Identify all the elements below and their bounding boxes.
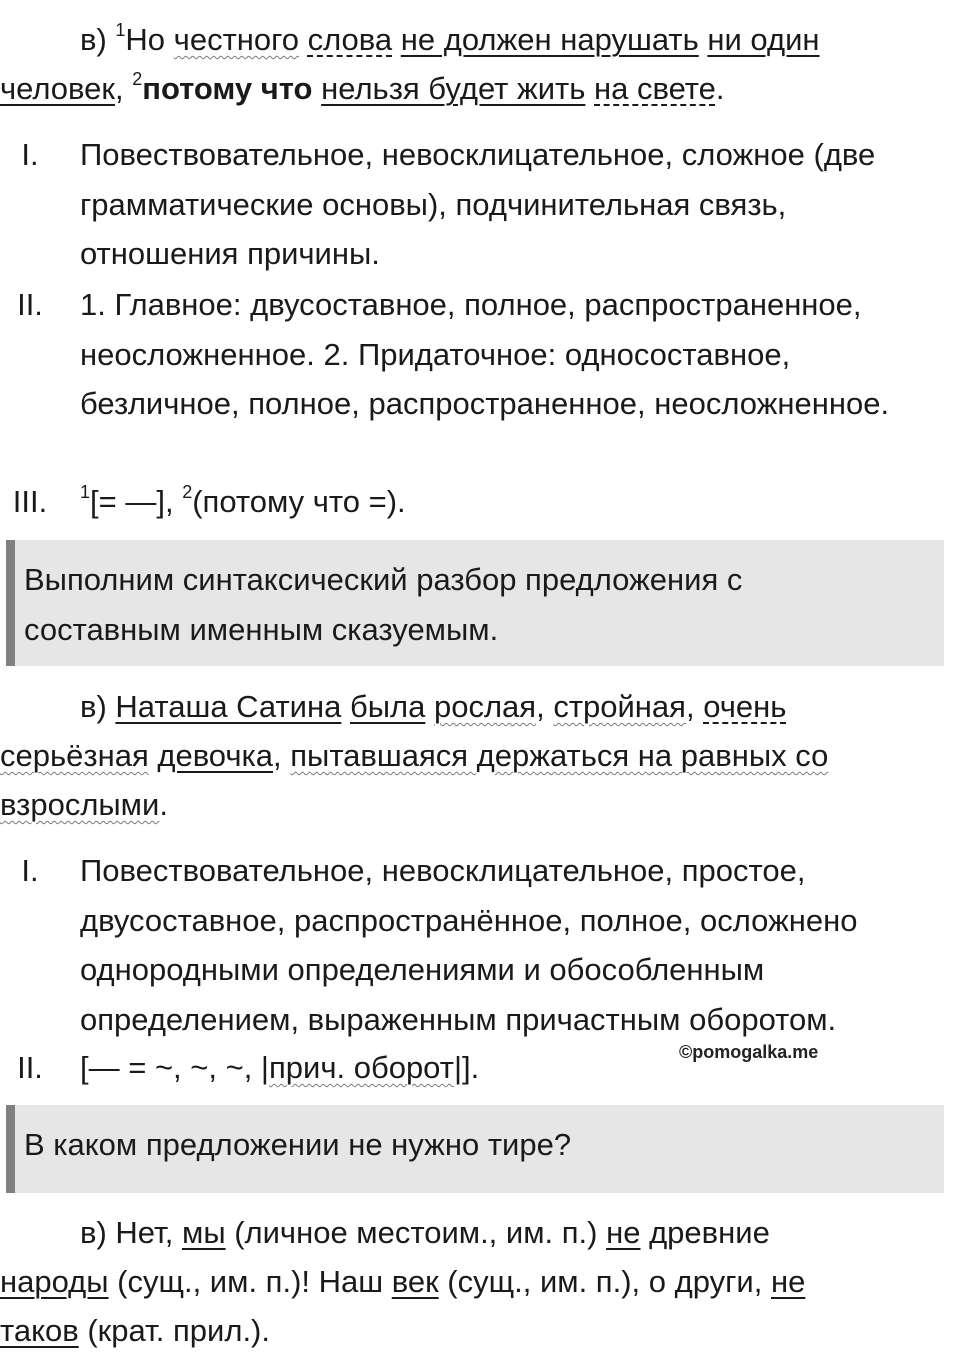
space <box>392 22 401 57</box>
analysis-1-item-1: Повествовательное, невосклицательное, сложное (две грамматические основы), подчинительная связь, отношения причины. <box>80 137 876 271</box>
space <box>313 71 322 106</box>
analysis-1-item-2: 1. Главное: двусоставное, полное, распространенное, неосложненное. 2. Придаточное: односоставное, безличное, полное, распространенное, неосложненное. <box>80 287 890 421</box>
annotation: (крат. прил.). <box>78 1313 270 1348</box>
word-predicate: не <box>770 1264 806 1299</box>
scheme-part: прич. оборот <box>268 1050 454 1085</box>
word-attribute: серьёзная <box>0 738 149 773</box>
clause-number: 2 <box>132 69 143 89</box>
word-predicate: народы <box>0 1264 109 1299</box>
numeral-i: I. <box>21 137 39 172</box>
word-subject: мы <box>182 1215 226 1250</box>
participial-phrase: взрослыми <box>0 787 160 822</box>
space <box>299 22 308 57</box>
task-heading-1 <box>6 540 944 666</box>
scheme-part: [= —], <box>90 484 183 519</box>
task-heading-2 <box>6 1105 944 1193</box>
word-attribute: стройная <box>553 689 686 724</box>
punct: , <box>536 689 554 724</box>
sentence-2-line-2 <box>0 736 828 776</box>
annotation: (сущ., им. п.), о други, <box>438 1264 771 1299</box>
space <box>425 689 434 724</box>
analysis-1-item-3 <box>80 477 944 527</box>
analysis-2-item-1: Повествовательное, невосклицательное, простое, двусоставное, распространённое, полное, осложнено однородными определениями и обособленным определением, выраженным причастным оборотом. <box>80 853 858 1037</box>
clause-number: 1 <box>115 20 126 40</box>
scheme-part: [— = ~, ~, ~, | <box>80 1050 269 1085</box>
sentence-1-line-1 <box>0 20 820 60</box>
word-attribute: рослая <box>433 689 537 724</box>
annotation: (личное местоим., им. п.) <box>225 1215 607 1250</box>
word-subject: Наташа Сатина <box>115 689 342 724</box>
word: Но <box>125 22 174 57</box>
participial-phrase: пытавшаяся держаться на равных со <box>290 738 829 773</box>
word-adverbial: на свете <box>594 71 716 106</box>
word-predicate: была <box>349 689 426 724</box>
sentence-3-line-2 <box>0 1262 805 1302</box>
word-predicate: нельзя будет жить <box>321 71 586 106</box>
clause-number: 2 <box>182 482 193 502</box>
punct: , <box>114 71 133 106</box>
word-subject: век <box>391 1264 439 1299</box>
word-subject: человек <box>0 71 115 106</box>
numeral-i: I. <box>21 853 39 888</box>
numeral-iii: III. <box>12 484 48 519</box>
punct: . <box>715 71 725 106</box>
scheme-part: |]. <box>453 1050 480 1085</box>
sentence-label: в) Нет, <box>80 1215 182 1250</box>
space <box>585 71 594 106</box>
space <box>341 689 350 724</box>
task-heading-text: Выполним синтаксический разбор предложения с составным именным сказуемым. <box>24 562 743 647</box>
conjunction: потому что <box>142 71 313 106</box>
punct: . <box>159 787 168 822</box>
word-adverbial: очень <box>703 689 787 724</box>
annotation: (сущ., им. п.)! Наш <box>108 1264 392 1299</box>
clause-number: 1 <box>80 482 91 502</box>
word-predicate: не <box>606 1215 641 1250</box>
scheme-part: (потому что =). <box>192 484 406 519</box>
word-attribute: честного <box>173 22 299 57</box>
word-predicate: таков <box>0 1313 79 1348</box>
numeral-ii: II. <box>17 1050 43 1085</box>
sentence-2-line-1 <box>0 687 786 727</box>
sentence-1-line-2 <box>0 69 725 109</box>
sentence-label: в) <box>80 22 116 57</box>
watermark: ©pomogalka.me <box>679 1042 819 1062</box>
sentence-label: в) <box>80 689 116 724</box>
word-subject: ни один <box>707 22 820 57</box>
sentence-2-line-3 <box>0 785 168 825</box>
word: древние <box>640 1215 770 1250</box>
task-heading-text: В каком предложении не нужно тире? <box>24 1127 572 1162</box>
word-object: слова <box>307 22 393 57</box>
word-predicate: девочка <box>157 738 274 773</box>
punct: , <box>685 689 704 724</box>
sentence-3-line-3 <box>0 1311 270 1351</box>
numeral-ii: II. <box>17 287 43 322</box>
punct: , <box>273 738 291 773</box>
word-predicate: не должен нарушать <box>400 22 699 57</box>
sentence-3-line-1 <box>0 1213 770 1253</box>
